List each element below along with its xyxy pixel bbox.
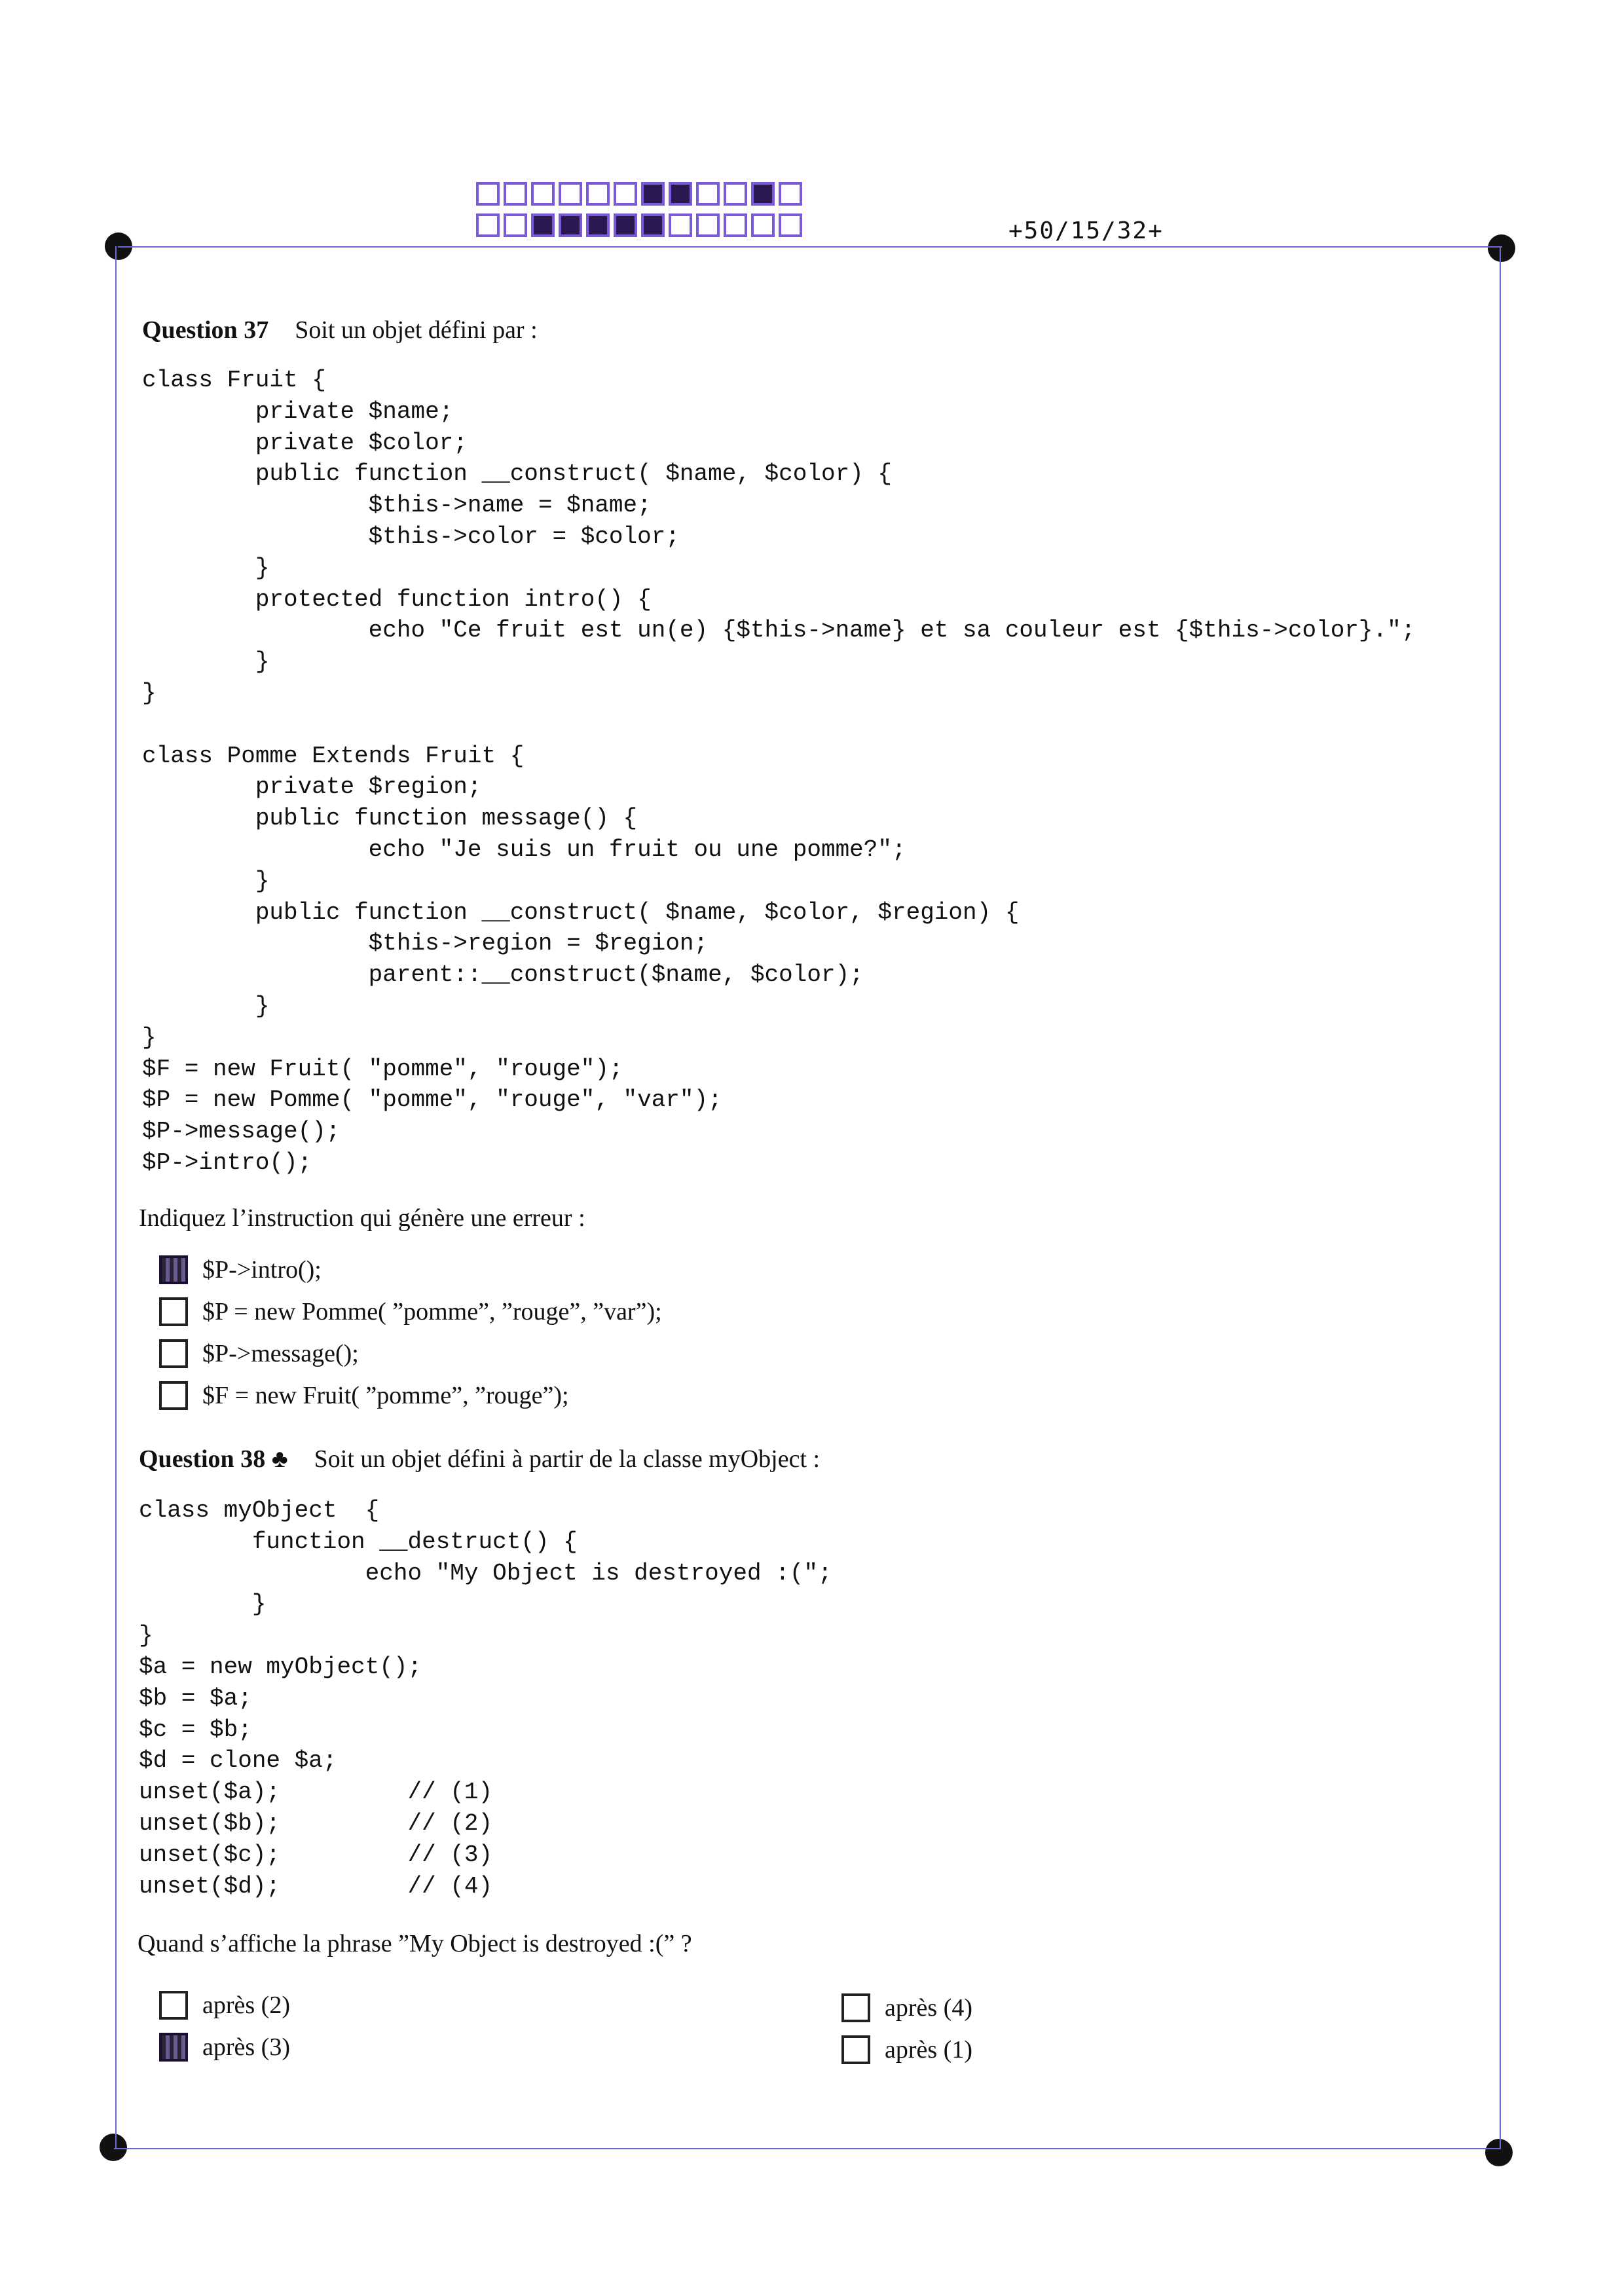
q37-option-3-checkbox[interactable] [159,1339,188,1368]
frame-left [115,246,117,2148]
question-38-header [139,1445,820,1473]
frame-top [118,246,1502,248]
marker-cell [586,182,610,206]
q37-option-4-label: $F = new Fruit( ”pomme”, ”rouge”); [202,1382,569,1409]
marker-cell [751,182,775,206]
question-38-prompt: Quand s’affiche la phrase ”My Object is destroyed :(” ? [138,1930,692,1957]
q37-option-4-checkbox[interactable] [159,1381,188,1410]
marker-cell [476,213,500,237]
q38-option-3-label: après (4) [885,1994,972,2022]
q38-option-1-label: après (2) [202,1991,290,2019]
marker-cell [531,182,555,206]
marker-cell [586,213,610,237]
question-38-code: class myObject { function __destruct() { echo "My Object is destroyed :("; } } $a = new myObject(); $b = $a; $c = $b; $d = clone $a; unset($a); // (1) unset($b); // (2) unset($c); // (3) unset($d); // (4) [139,1497,832,1900]
encoded-marker-row-1 [476,182,806,206]
club-marker-icon: ♣ [271,1445,288,1473]
question-38-number: Question 38 ♣ [139,1445,288,1473]
marker-cell [559,213,582,237]
marker-cell [476,182,500,206]
q38-option-3[interactable] [841,1993,972,2022]
corner-dot-bottom-left [100,2134,127,2161]
q38-option-4-label: après (1) [885,2036,972,2064]
encoded-marker-row-2 [476,213,806,237]
corner-dot-bottom-right [1485,2139,1513,2166]
q38-option-3-checkbox[interactable] [841,1993,870,2022]
question-38-intro: Soit un objet défini à partir de la classe myObject : [314,1445,821,1473]
marker-cell [531,213,555,237]
q37-option-3[interactable] [159,1339,359,1368]
question-37-header [142,316,538,344]
marker-cell [504,182,527,206]
marker-cell [696,213,720,237]
marker-cell [559,182,582,206]
marker-cell [724,182,747,206]
exam-code-id: +50/15/32+ [1008,217,1164,244]
frame-right [1500,248,1501,2149]
q38-option-4[interactable] [841,2035,972,2064]
frame-bottom [114,2148,1500,2149]
corner-dot-top-right [1488,234,1515,262]
question-37-code: class Fruit { private $name; private $color; public function __construct( $name, $color) { $this->name = $name; $this->color = $color; } protected function intro() { echo "Ce fruit est un(e) {$this->name} et sa couleur est {$this->color}."; } } class Pomme Extends Fruit { private $region; public function message() { echo "Je suis un fruit ou une pomme?"; } public function __construct( $name, $color, $region) { $this->region = $region; parent::__construct($name, $color); } } $F = new Fruit( "pomme", "rouge"); $P = new Pomme( "pomme", "rouge", "var"); $P->message(); $P->intro(); [142,367,1416,1176]
marker-cell [504,213,527,237]
q37-option-1-checkbox[interactable] [159,1255,188,1284]
marker-cell [779,182,802,206]
marker-cell [696,182,720,206]
question-37-prompt: Indiquez l’instruction qui génère une erreur : [139,1204,585,1232]
q37-option-2[interactable] [159,1297,662,1326]
q37-option-1[interactable] [159,1255,322,1284]
q37-option-3-label: $P->message(); [202,1340,359,1367]
marker-cell [641,213,665,237]
marker-cell [724,213,747,237]
q38-option-2-checkbox[interactable] [159,2033,188,2062]
marker-cell [614,213,637,237]
question-37-number: Question 37 [142,316,269,344]
q38-option-2-label: après (3) [202,2033,290,2061]
marker-cell [614,182,637,206]
q37-option-4[interactable] [159,1381,569,1410]
q38-option-1[interactable] [159,1991,290,2020]
marker-cell [669,213,692,237]
q38-option-2[interactable] [159,2033,290,2062]
marker-cell [641,182,665,206]
marker-cell [779,213,802,237]
q37-option-2-label: $P = new Pomme( ”pomme”, ”rouge”, ”var”); [202,1298,662,1325]
q38-option-4-checkbox[interactable] [841,2035,870,2064]
marker-cell [669,182,692,206]
question-37-intro: Soit un objet défini par : [295,316,538,344]
marker-cell [751,213,775,237]
q38-option-1-checkbox[interactable] [159,1991,188,2020]
q37-option-1-label: $P->intro(); [202,1256,322,1284]
q37-option-2-checkbox[interactable] [159,1297,188,1326]
